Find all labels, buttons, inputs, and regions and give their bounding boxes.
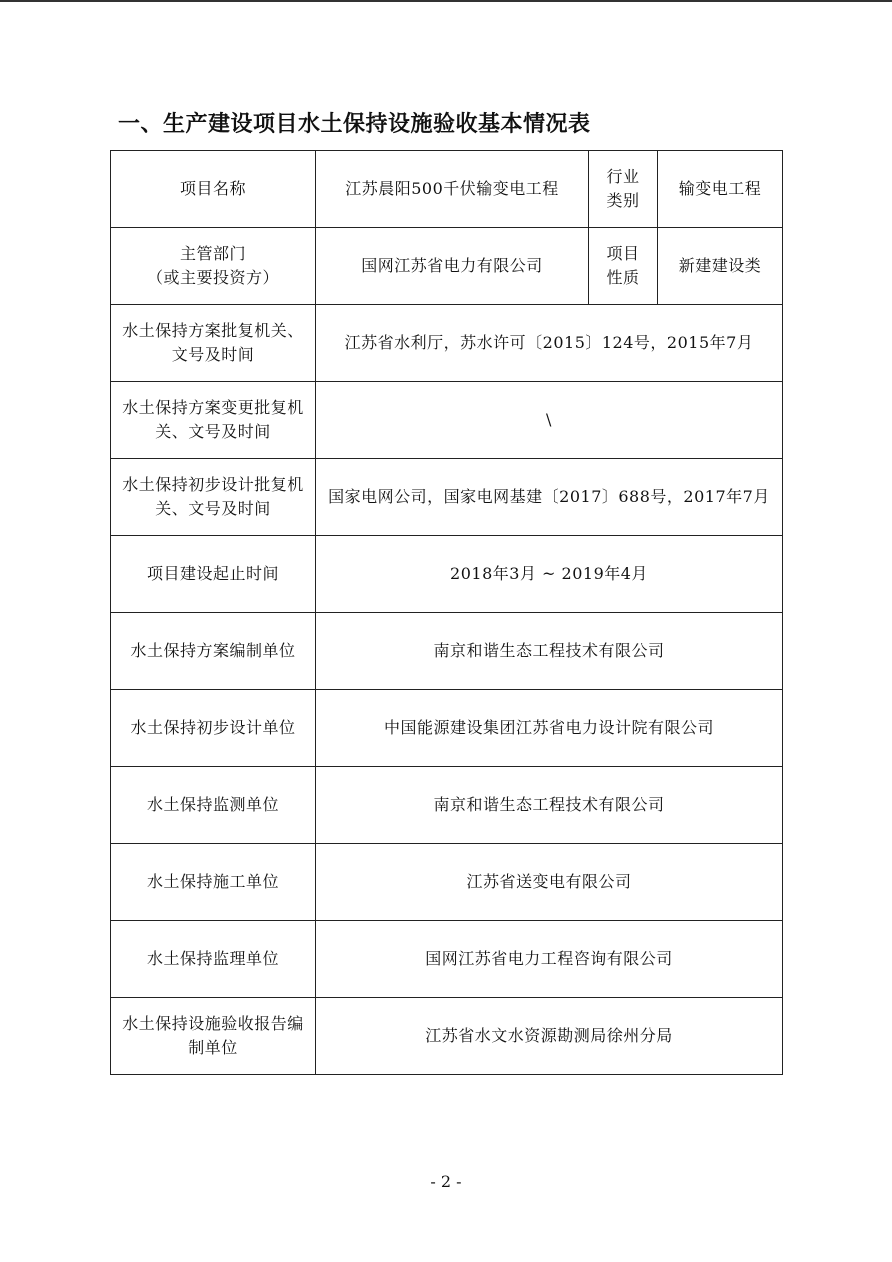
authority-value: 国网江苏省电力有限公司 — [316, 228, 589, 305]
industry-label: 行业 类别 — [589, 151, 658, 228]
row-value: 江苏省送变电有限公司 — [316, 844, 783, 921]
basic-info-table — [110, 150, 783, 1075]
row-value: 江苏省水文水资源勘测局徐州分局 — [316, 998, 783, 1075]
nature-value: 新建建设类 — [658, 228, 783, 305]
row-label: 水土保持施工单位 — [111, 844, 316, 921]
row-label: 水土保持初步设计批复机关、文号及时间 — [111, 459, 316, 536]
row-label: 水土保持方案变更批复机关、文号及时间 — [111, 382, 316, 459]
row-value: 国网江苏省电力工程咨询有限公司 — [316, 921, 783, 998]
table-row-authority — [111, 228, 783, 305]
project-name-value: 江苏晨阳500千伏输变电工程 — [316, 151, 589, 228]
row-label: 水土保持监测单位 — [111, 767, 316, 844]
table-row — [111, 998, 783, 1075]
table-row — [111, 844, 783, 921]
table-row — [111, 382, 783, 459]
industry-value: 输变电工程 — [658, 151, 783, 228]
row-label: 水土保持方案批复机关、文号及时间 — [111, 305, 316, 382]
table-row — [111, 613, 783, 690]
row-value: \ — [316, 382, 783, 459]
project-name-label: 项目名称 — [111, 151, 316, 228]
row-label: 水土保持初步设计单位 — [111, 690, 316, 767]
table-row — [111, 767, 783, 844]
row-value: 国家电网公司，国家电网基建〔2017〕688号，2017年7月 — [316, 459, 783, 536]
page-number: - 2 - — [430, 1172, 462, 1191]
table-row — [111, 921, 783, 998]
row-value: 江苏省水利厅，苏水许可〔2015〕124号，2015年7月 — [316, 305, 783, 382]
nature-label: 项目 性质 — [589, 228, 658, 305]
row-label: 水土保持设施验收报告编制单位 — [111, 998, 316, 1075]
row-value: 南京和谐生态工程技术有限公司 — [316, 613, 783, 690]
table-row — [111, 305, 783, 382]
page-title: 一、生产建设项目水土保持设施验收基本情况表 — [118, 112, 591, 137]
row-label: 水土保持方案编制单位 — [111, 613, 316, 690]
row-label: 项目建设起止时间 — [111, 536, 316, 613]
row-value: 中国能源建设集团江苏省电力设计院有限公司 — [316, 690, 783, 767]
table-row-project-name — [111, 151, 783, 228]
authority-label: 主管部门 （或主要投资方） — [111, 228, 316, 305]
row-value: 南京和谐生态工程技术有限公司 — [316, 767, 783, 844]
table-row — [111, 536, 783, 613]
table-row — [111, 690, 783, 767]
top-border-line — [0, 0, 892, 2]
row-value: 2018年3月 ~ 2019年4月 — [316, 536, 783, 613]
row-label: 水土保持监理单位 — [111, 921, 316, 998]
table-row — [111, 459, 783, 536]
